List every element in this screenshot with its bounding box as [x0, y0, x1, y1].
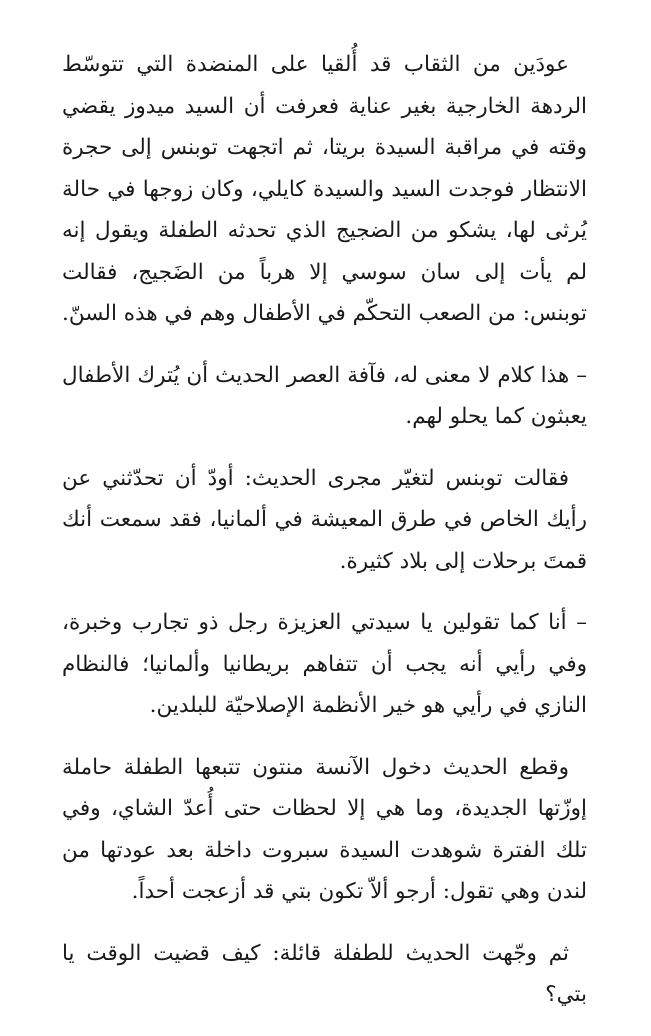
paragraph-dialogue: – أنا كما تقولين يا سيدتي العزيزة رجل ذو تجارب وخبرة، وفي رأيي أنه يجب أن تتفاهم بريطانيا وألمانيا؛ فالنظام النازي في رأيي هو خير الأنظمة الإصلاحيّة للبلدين.: [62, 610, 587, 718]
paragraph-narrative: ثم وجّهت الحديث للطفلة قائلة: كيف قضيت الوقت يا بتي؟: [62, 940, 587, 1007]
book-page: [62, 44, 587, 1036]
paragraph-dialogue: – هذا كلام لا معنى له، فآفة العصر الحديث أن يُترك الأطفال يعبثون كما يحلو لهم.: [62, 362, 587, 429]
paragraph-narrative: عودَين من الثقاب قد أُلقيا على المنضدة التي تتوسّط الردهة الخارجية بغير عناية فعرفت أن السيد ميدوز يقضي وقته في مراقبة السيدة بريتا، ثم اتجهت توبنس إلى حجرة الانتظار فوجدت السيد والسيدة كايلي، وكان زوجها في حالة يُرثى لها، يشكو من الضجيج الذي تحدثه الطفلة ويقول إنه لم يأت إلى سان سوسي إلا هرباً من الضَجيج، فقالت توبنس: من الصعب التحكّم في الأطفال وهم في هذه السنّ.: [62, 52, 587, 326]
paragraph-narrative: وقطع الحديث دخول الآنسة منتون تتبعها الطفلة حاملة إوزّتها الجديدة، وما هي إلا لحظات حتى أُعدّ الشاي، وفي تلك الفترة شوهدت السيدة سبروت داخلة بعد عودتها من لندن وهي تقول: أرجو ألاّ تكون بتي قد أزعجت أحداً.: [62, 754, 587, 904]
paragraph-narrative: فقالت توبنس لتغيّر مجرى الحديث: أودّ أن تحدّثني عن رأيك الخاص في طرق المعيشة في ألمانيا، فقد سمعت أنك قمتَ برحلات إلى بلاد كثيرة.: [62, 465, 587, 574]
